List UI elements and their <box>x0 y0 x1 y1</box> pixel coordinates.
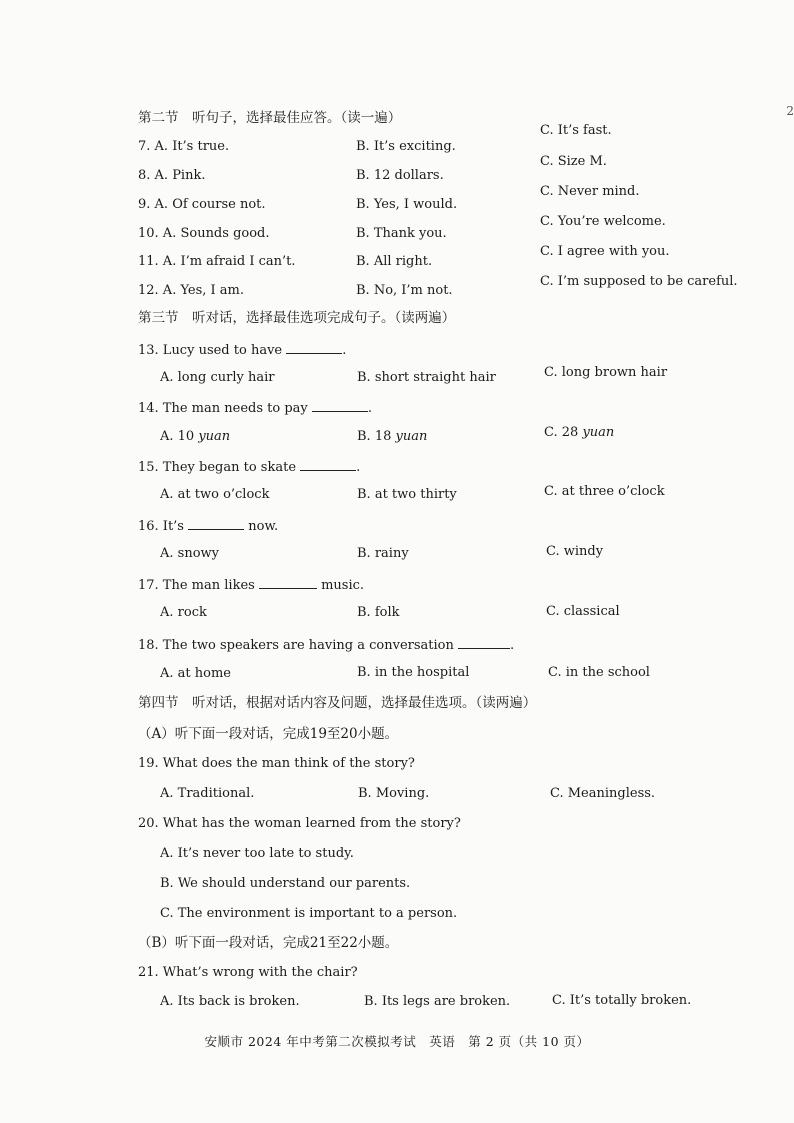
q19-option-c: C. Meaningless. <box>550 786 656 801</box>
q13-stem-end: . <box>342 343 347 358</box>
q16-option-b: B. rainy <box>357 546 409 561</box>
q17-stem <box>138 576 364 594</box>
page-edge-mark: 2 <box>786 104 794 118</box>
q21-stem: 21. What’s wrong with the chair? <box>138 965 358 980</box>
section2-title: 第二节 听句子，选择最佳应答。（读一遍） <box>138 110 402 126</box>
q19-option-b: B. Moving. <box>358 786 430 801</box>
q11-option-c: C. I agree with you. <box>540 244 670 259</box>
q10-option-c: C. You’re welcome. <box>540 214 666 229</box>
q14-option-c <box>544 425 614 441</box>
q21-option-c: C. It’s totally broken. <box>552 993 692 1008</box>
q9-option-b: B. Yes, I would. <box>356 197 458 212</box>
q15-stem-end: . <box>356 460 361 475</box>
q10-option-a: 10. A. Sounds good. <box>138 226 270 241</box>
q14-option-a <box>160 429 230 445</box>
q10-option-b: B. Thank you. <box>356 226 447 241</box>
q13-stem-text: 13. Lucy used to have <box>138 343 283 358</box>
q8-option-c: C. Size M. <box>540 154 607 169</box>
q14-option-b <box>357 429 427 445</box>
q15-option-a: A. at two o’clock <box>160 487 270 502</box>
q15-option-b: B. at two thirty <box>357 487 457 502</box>
q11-option-a: 11. A. I’m afraid I can’t. <box>138 254 296 269</box>
q14-option-c-unit: yuan <box>582 425 615 440</box>
q17-option-b: B. folk <box>357 605 400 620</box>
q14-stem-end: . <box>367 401 373 416</box>
q14-stem-text: 14. The man needs to pay <box>138 401 308 416</box>
q18-stem <box>138 636 514 654</box>
section4-part-b-instruction: （B）听下面一段对话，完成21至22小题。 <box>138 935 399 951</box>
q18-stem-end: . <box>510 638 515 653</box>
q12-option-c: C. I’m supposed to be careful. <box>540 274 738 289</box>
q14-option-c-text: C. 28 <box>544 425 583 440</box>
q14-option-a-unit: yuan <box>198 429 231 444</box>
q14-answer-blank <box>312 399 368 412</box>
q20-stem: 20. What has the woman learned from the story? <box>138 816 461 831</box>
page-footer: 安顺市 2024 年中考第二次模拟考试 英语 第 2 页（共 10 页） <box>204 1034 590 1049</box>
q21-option-a: A. Its back is broken. <box>160 994 300 1009</box>
q13-option-b: B. short straight hair <box>357 370 496 385</box>
q20-option-c: C. The environment is important to a person. <box>160 906 458 921</box>
q16-option-c: C. windy <box>546 544 604 559</box>
q17-stem-end: music. <box>321 578 365 593</box>
q16-stem <box>138 517 278 535</box>
q17-option-c: C. classical <box>546 604 620 619</box>
q18-option-a: A. at home <box>160 666 231 681</box>
q13-option-a: A. long curly hair <box>160 370 275 385</box>
q16-option-a: A. snowy <box>160 546 219 561</box>
q15-stem <box>138 458 360 476</box>
q12-option-b: B. No, I’m not. <box>356 283 453 298</box>
q14-stem <box>138 399 372 417</box>
q15-stem-text: 15. They began to skate <box>138 460 297 475</box>
q17-option-a: A. rock <box>160 605 207 620</box>
q14-option-a-text: A. 10 <box>160 429 199 444</box>
section3-title: 第三节 听对话，选择最佳选项完成句子。（读两遍） <box>138 310 456 326</box>
q11-option-b: B. All right. <box>356 254 433 269</box>
q19-stem: 19. What does the man think of the story? <box>138 756 415 771</box>
q14-option-b-text: B. 18 <box>357 429 396 444</box>
section4-title: 第四节 听对话，根据对话内容及问题，选择最佳选项。（读两遍） <box>138 695 537 711</box>
section4-part-a-instruction: （A）听下面一段对话，完成19至20小题。 <box>138 726 399 742</box>
q12-option-a: 12. A. Yes, I am. <box>138 283 245 298</box>
q13-option-c: C. long brown hair <box>544 365 668 380</box>
q20-option-a: A. It’s never too late to study. <box>160 846 354 861</box>
q18-answer-blank <box>458 636 510 649</box>
q15-answer-blank <box>300 458 356 471</box>
q19-option-a: A. Traditional. <box>160 786 255 801</box>
q13-answer-blank <box>286 341 342 354</box>
q21-option-b: B. Its legs are broken. <box>364 994 511 1009</box>
q18-option-c: C. in the school <box>548 665 650 680</box>
q18-stem-text: 18. The two speakers are having a conversation <box>138 638 454 653</box>
q16-answer-blank <box>188 517 244 530</box>
q20-option-b: B. We should understand our parents. <box>160 876 411 891</box>
q9-option-a: 9. A. Of course not. <box>138 197 266 212</box>
q17-answer-blank <box>259 576 317 589</box>
q8-option-b: B. 12 dollars. <box>356 168 444 183</box>
q9-option-c: C. Never mind. <box>540 184 640 199</box>
q7-option-a: 7. A. It’s true. <box>138 139 230 154</box>
q17-stem-text: 17. The man likes <box>138 578 255 593</box>
q7-option-b: B. It’s exciting. <box>356 139 456 154</box>
q13-stem <box>138 341 346 359</box>
q18-option-b: B. in the hospital <box>357 665 470 680</box>
q16-stem-end: now. <box>248 519 279 534</box>
q8-option-a: 8. A. Pink. <box>138 168 206 183</box>
q7-option-c: C. It’s fast. <box>540 123 612 138</box>
q16-stem-text: 16. It’s <box>138 519 184 534</box>
q14-option-b-unit: yuan <box>395 429 428 444</box>
q15-option-c: C. at three o’clock <box>544 484 665 499</box>
